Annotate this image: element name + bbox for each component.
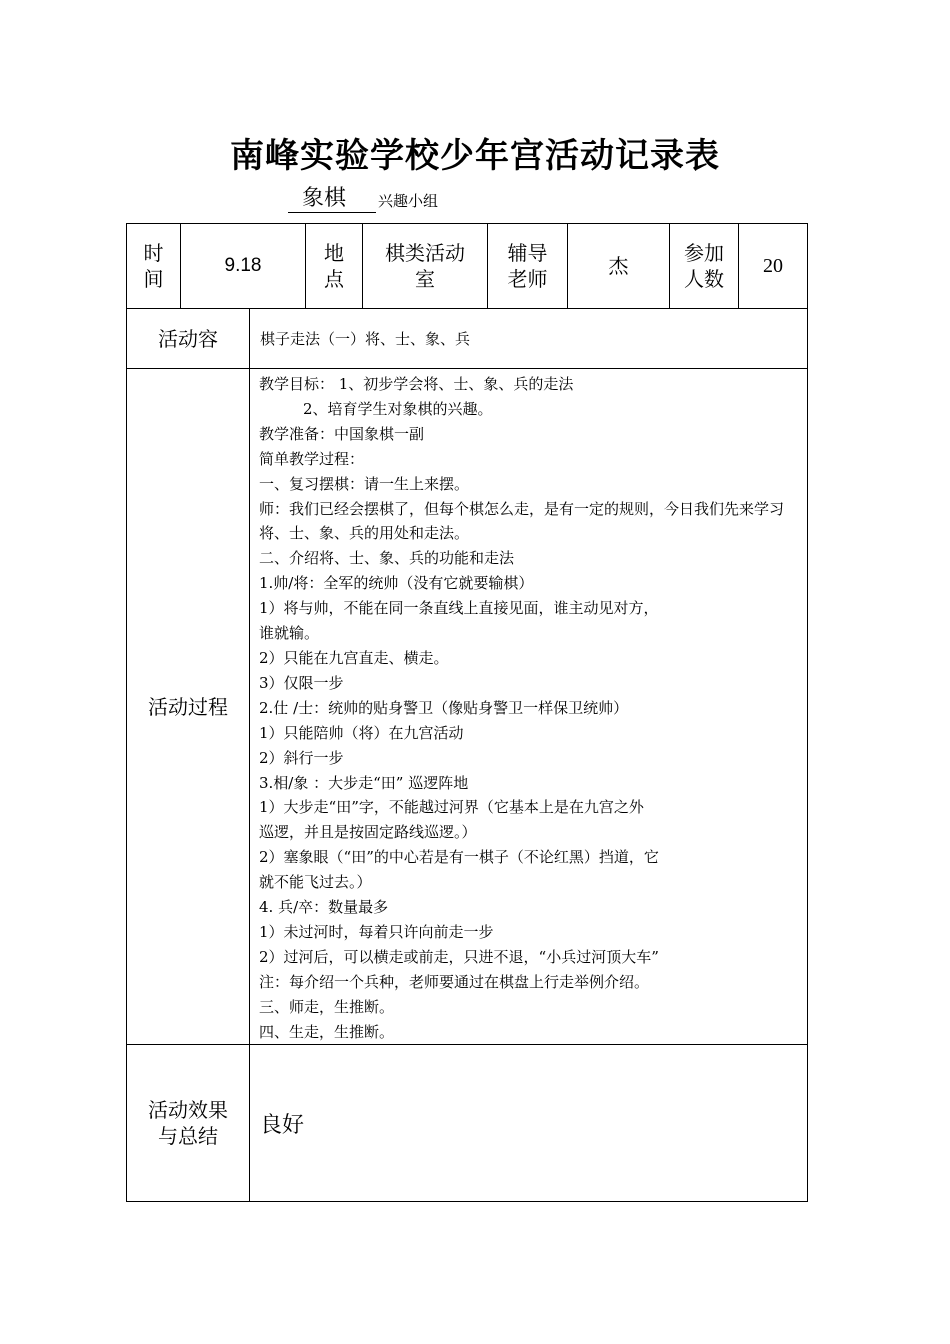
process-line: 教学准备：中国象棋一副 — [259, 424, 425, 443]
process-line: 2）过河后，可以横走或前走，只进不退，“小兵过河顶大车” — [259, 947, 659, 966]
count-label: 参加人数 — [670, 224, 739, 309]
process-line: 3）仅限一步 — [259, 673, 344, 692]
process-line: 1）大步走“田”字，不能越过河界（它基本上是在九宫之外 — [259, 798, 644, 817]
process-line: 2、培育学生对象棋的兴趣。 — [303, 399, 493, 418]
process-line: 师：我们已经会摆棋了，但每个棋怎么走，是有一定的规则，今日我们先来学习将、士、象、兵的用处和走法。 — [259, 499, 785, 543]
place-label: 地点 — [306, 224, 363, 309]
process-line: 巡逻，并且是按固定路线巡逻。） — [259, 823, 477, 842]
process-label: 活动过程 — [127, 369, 250, 1045]
group-suffix: 兴趣小组 — [378, 192, 439, 210]
process-row — [127, 369, 808, 1045]
page-title: 南峰实验学校少年宫活动记录表 — [230, 136, 720, 176]
process-line: 1）未过河时，每着只许向前走一步 — [259, 922, 494, 941]
process-line: 1.帅/将：全军的统帅（没有它就要输棋） — [259, 574, 534, 593]
summary-row — [127, 1045, 808, 1202]
process-line: 教学目标： 1、初步学会将、士、象、兵的走法 — [259, 375, 574, 393]
process-line: 三、师走，生推断。 — [259, 997, 395, 1016]
process-body — [250, 369, 808, 1045]
process-line: 1）只能陪帅（将）在九宫活动 — [259, 723, 464, 742]
group-name: 象棋 — [288, 186, 376, 213]
time-value: 9.18 — [181, 224, 306, 309]
process-line: 2）斜行一步 — [259, 748, 344, 767]
process-line: 注：每介绍一个兵种，老师要通过在棋盘上行走举例介绍。 — [259, 972, 650, 991]
count-value: 20 — [739, 224, 808, 309]
process-line: 4. 兵/卒：数量最多 — [259, 898, 389, 917]
process-line: 简单教学过程： — [259, 449, 365, 468]
group-subtitle — [288, 186, 438, 213]
header-row — [127, 224, 808, 309]
process-line: 一、复习摆棋：请一生上来摆。 — [259, 474, 470, 493]
time-label: 时间 — [127, 224, 181, 309]
teacher-value: 杰 — [568, 224, 670, 309]
process-line: 四、生走，生推断。 — [259, 1022, 395, 1041]
process-line: 2.仕 /士：统帅的贴身警卫（像贴身警卫一样保卫统帅） — [259, 698, 629, 717]
process-line: 就不能飞过去。） — [259, 873, 372, 892]
process-line: 2）塞象眼（“田”的中心若是有一棋子（不论红黑）挡道，它 — [259, 848, 659, 867]
summary-label: 活动效果与总结 — [127, 1045, 250, 1202]
process-line: 2）只能在九宫直走、横走。 — [259, 648, 449, 667]
process-line: 二、介绍将、士、象、兵的功能和走法 — [259, 549, 515, 568]
record-table — [126, 223, 808, 1202]
content-label: 活动容 — [127, 309, 250, 369]
summary-value: 良好 — [250, 1045, 808, 1202]
content-row — [127, 309, 808, 369]
teacher-label: 辅导老师 — [488, 224, 568, 309]
content-value: 棋子走法（一）将、士、象、兵 — [250, 309, 808, 369]
process-line: 1）将与帅，不能在同一条直线上直接见面，谁主动见对方， — [259, 599, 659, 618]
process-line: 3.相/象 ：大步走“田” 巡逻阵地 — [259, 773, 469, 792]
place-value: 棋类活动室 — [363, 224, 488, 309]
process-line: 谁就输。 — [259, 624, 320, 643]
